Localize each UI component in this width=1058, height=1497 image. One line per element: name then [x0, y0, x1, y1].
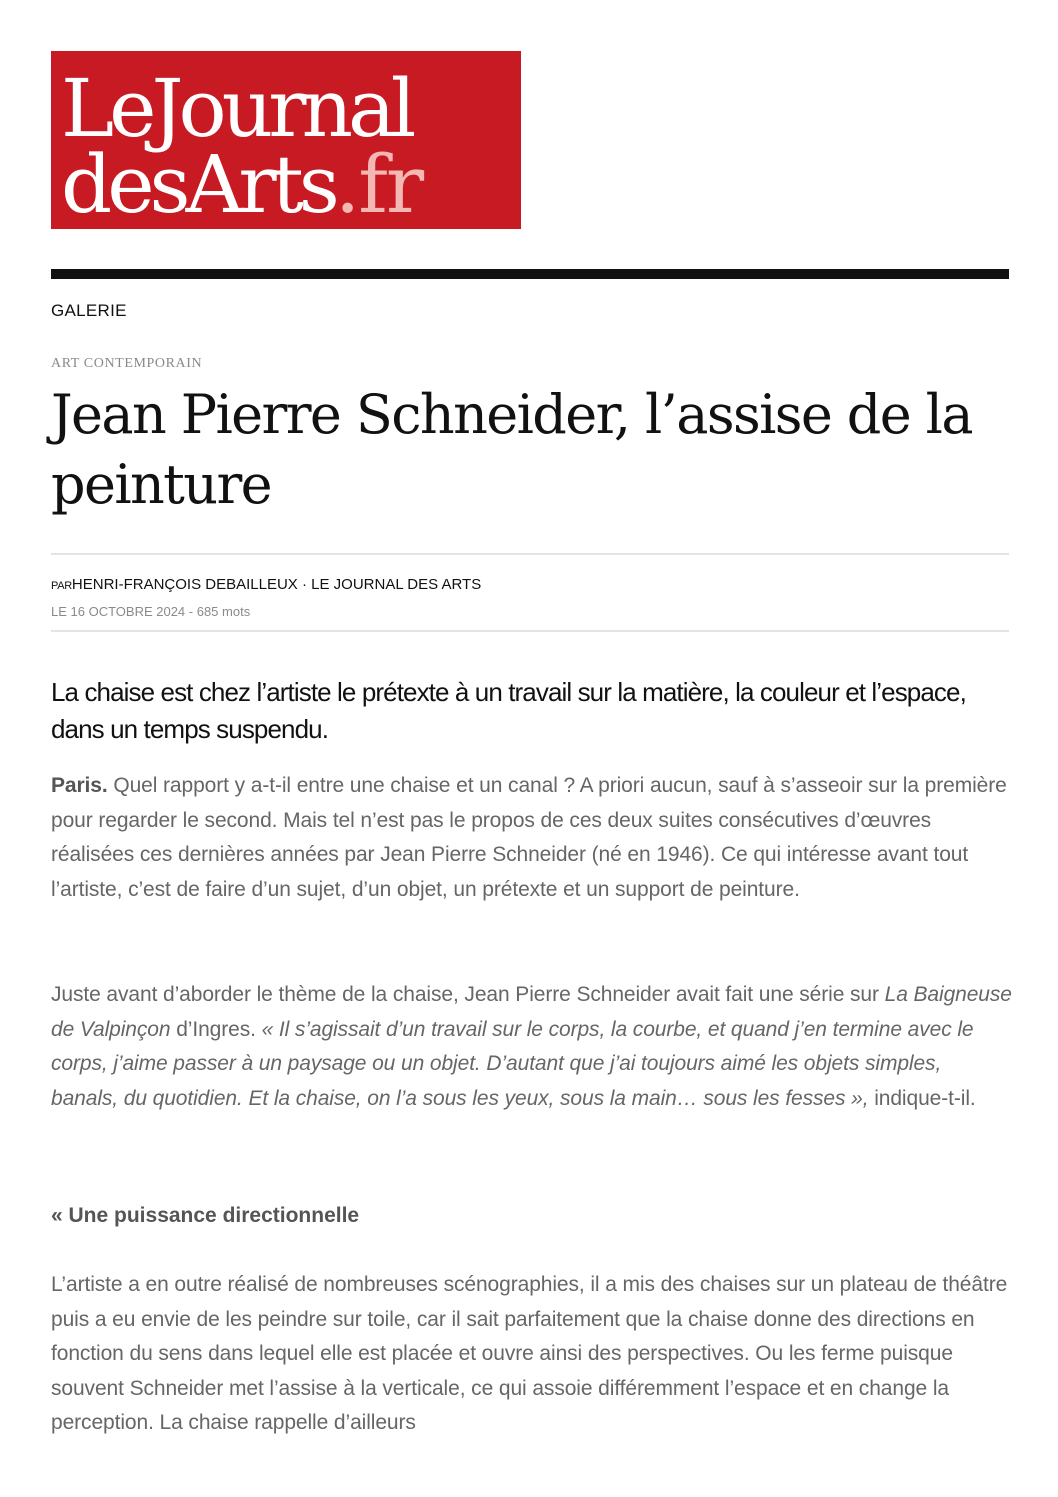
- article-category[interactable]: ART CONTEMPORAIN: [51, 356, 203, 371]
- paragraph-1-text: Quel rapport y a-t-il entre une chaise et un canal ? A priori aucun, sauf à s’asseoir sur la première pour regarder le second. Mais tel n’est pas le propos de ces deux suites consécutives d’œuvres réalisées ces dernières années par Jean Pierre Schneider (né en 1946). Ce qui intéresse avant tout l’artiste, c’est de faire d’un sujet, d’un objet, un prétexte et un support de peinture.: [51, 774, 1007, 901]
- paragraph-2-text-middle: d’Ingres.: [170, 1017, 262, 1041]
- article-lead: La chaise est chez l’artiste le prétexte à un travail sur la matière, la couleur et l’espace, dans un temps suspendu.: [51, 677, 966, 744]
- logo-line-1: LeJournal: [61, 62, 412, 155]
- byline-separator: ·: [297, 576, 312, 593]
- article-date-wordcount: LE 16 OCTOBRE 2024 - 685 mots: [51, 604, 251, 619]
- byline-prefix: PAR: [51, 580, 72, 592]
- logo-domain-suffix: .fr: [334, 138, 423, 229]
- paragraph-3: L’artiste a en outre réalisé de nombreuses scénographies, il a mis des chaises sur un plateau de théâtre puis a eu envie de les peindre sur toile, car il sait parfaitement que la chaise donne des directions en fonction du sens dans lequel elle est placée et ouvre ainsi des perspectives. Ou les ferme puisque souvent Schneider met l’assise à la verticale, ce qui assoie différemment l’espace et en change la perception. La chaise rappelle d’ailleurs: [51, 1273, 1008, 1434]
- article-subhead: « Une puissance directionnelle: [51, 1204, 360, 1227]
- paragraph-1: [51, 769, 1013, 907]
- byline-publication: LE JOURNAL DES ARTS: [311, 576, 482, 593]
- logo-line-2-main: desArts: [61, 138, 335, 229]
- article-headline: Jean Pierre Schneider, l’assise de la peinture: [51, 383, 972, 516]
- paragraph-2-work-title: La Baigneuse de Valpinçon: [51, 983, 1012, 1041]
- site-logo[interactable]: [51, 51, 521, 229]
- paragraph-2-text-after: indique-t-il.: [868, 1086, 976, 1110]
- section-rubric[interactable]: GALERIE: [51, 301, 127, 320]
- paragraph-2-quote: « Il s’agissait d’un travail sur le corps, la courbe, et quand j’en termine avec le corps, j’aime passer à un paysage ou un objet. D’autant que j’ai toujours aimé les objets simples, banals, du quotidien. Et la chaise, on l’a sous les yeux, sous la main… sous les fesses »,: [51, 1017, 974, 1110]
- headline-divider: [51, 553, 1009, 555]
- paragraph-1-place: Paris.: [51, 774, 108, 797]
- article-byline: [51, 576, 481, 593]
- byline-divider: [51, 630, 1009, 632]
- header-rule: [51, 269, 1009, 279]
- logo-line-2: [61, 138, 423, 229]
- paragraph-2: [51, 978, 1013, 1116]
- byline-author[interactable]: HENRI-FRANÇOIS DEBAILLEUX: [71, 576, 298, 593]
- paragraph-2-text-before: Juste avant d’aborder le thème de la chaise, Jean Pierre Schneider avait fait une série sur: [51, 983, 885, 1006]
